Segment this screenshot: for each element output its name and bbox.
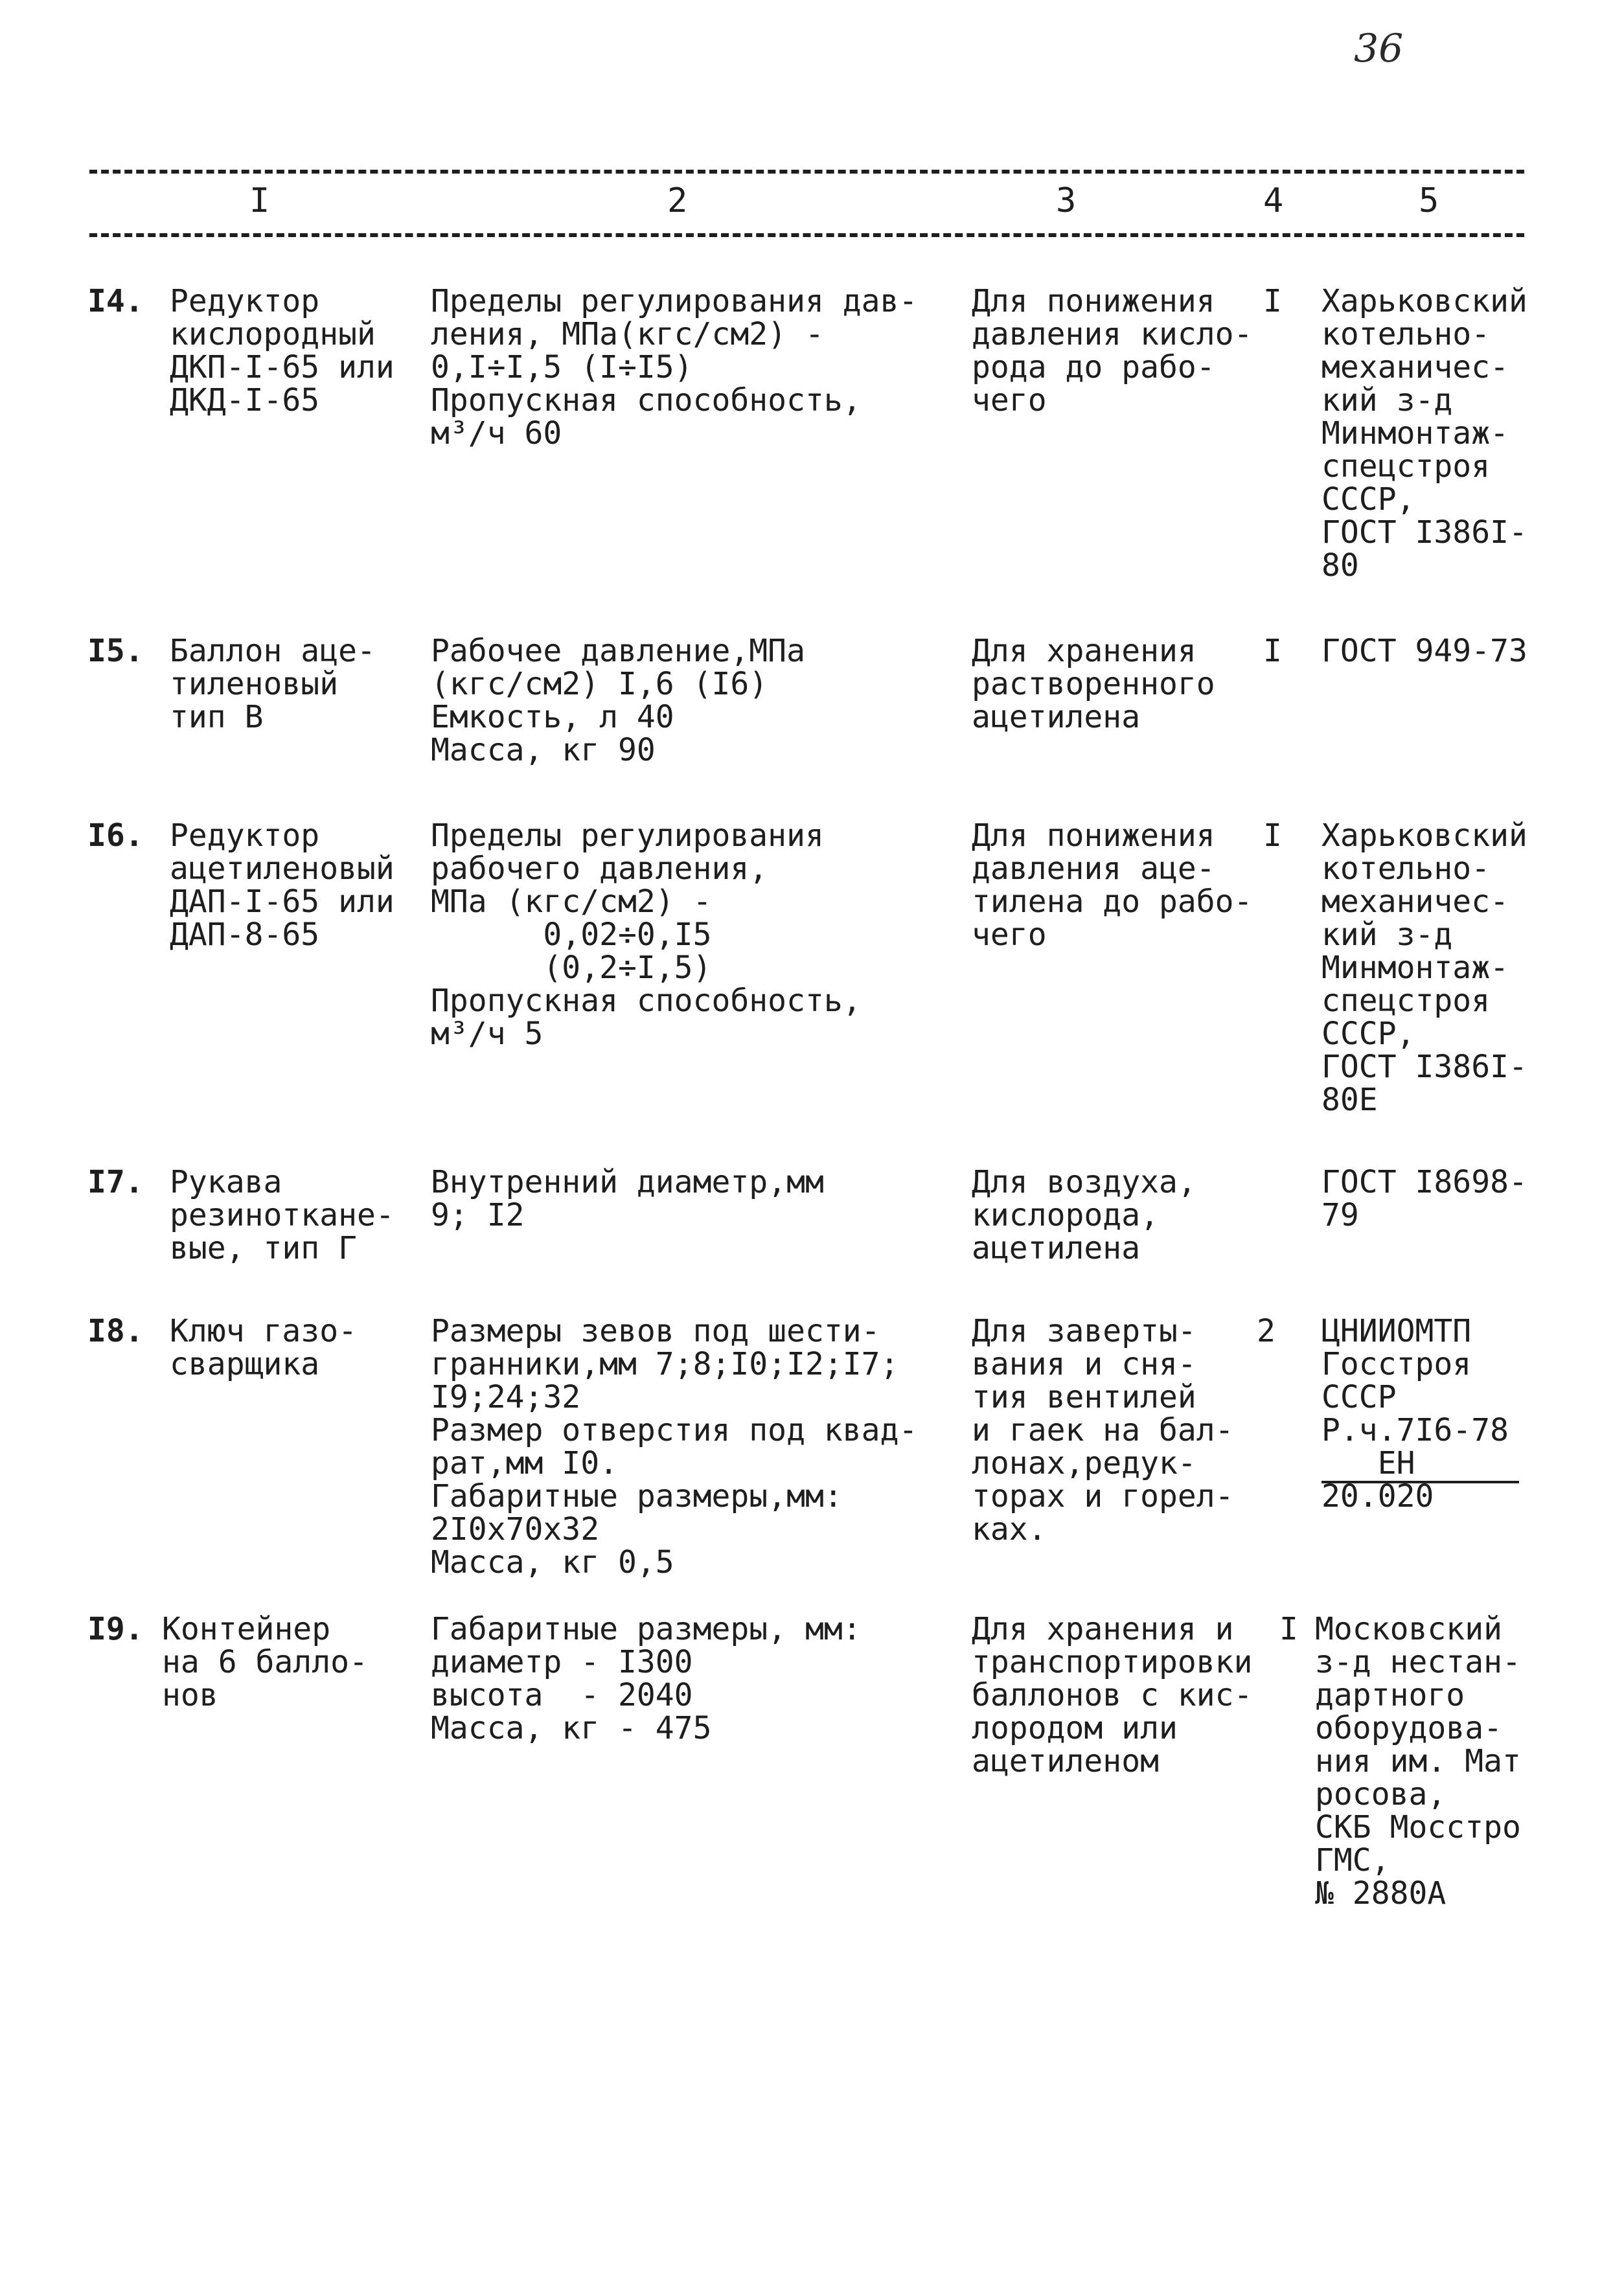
page-number: 36 [1354,26,1404,71]
row-name: Редуктор кислородный ДКП-I-65 или ДКД-I-65 [170,283,395,418]
row-qty: I [1263,633,1282,669]
row-name: Баллон аце- тиленовый тип В [170,633,376,735]
row-source: ГОСТ I8698- 79 [1321,1164,1527,1233]
fraction-rule [1321,1481,1519,1483]
row-number: I6. [87,817,144,854]
row-number: I8. [87,1313,144,1349]
row-source: ЦНИИОМТП Госстроя СССР Р.ч.7I6-78 ЕН 20.020 [1321,1313,1509,1514]
row-spec: Рабочее давление,МПа (кгс/см2) I,6 (I6) Емкость, л 40 Масса, кг 90 [431,633,805,768]
row-qty: I [1263,817,1282,854]
row-spec: Пределы регулирования рабочего давления, МПа (кгс/см2) - 0,02÷0,I5 (0,2÷I,5) Пропускная способность, м³/ч 5 [431,817,862,1052]
row-number: I5. [87,633,144,669]
row-spec: Пределы регулирования дав- ления, МПа(кгс/см2) - 0,I÷I,5 (I÷I5) Пропускная способность, м³/ч 60 [431,283,918,451]
row-purpose: Для заверты- вания и сня- тия вентилей и гаек на бал- лонах,редук- торах и горел- ках. [972,1313,1234,1547]
column-header-3: 3 [1056,181,1077,220]
row-spec: Размеры зевов под шести- гранники,мм 7;8;I0;I2;I7; I9;24;32 Размер отверстия под квад- рат,мм I0. Габаритные размеры,мм: 2I0х70х32 Масса, кг 0,5 [431,1313,918,1581]
row-purpose: Для хранения и транспортировки баллонов с кис- лородом или ацетиленом [972,1611,1253,1779]
column-header-1: I [249,181,270,220]
row-spec: Габаритные размеры, мм: диаметр - I300 высота - 2040 Масса, кг - 475 [431,1611,862,1746]
row-purpose: Для понижения давления аце- тилена до рабо- чего [972,817,1253,953]
row-purpose: Для понижения давления кисло- рода до рабо- чего [972,283,1253,418]
row-number: I4. [87,283,144,319]
row-name: Редуктор ацетиленовый ДАП-I-65 или ДАП-8-65 [170,817,395,953]
header-rule-bottom [89,233,1524,237]
row-qty: 2 [1257,1313,1275,1349]
header-rule-top [89,170,1524,174]
row-source: Московский з-д нестан- дартного оборудова- ния им. Мат росова, СКБ Мосстро ГМС, № 2880А [1315,1611,1521,1912]
row-source: ГОСТ 949-73 [1321,633,1527,669]
row-qty: I [1279,1611,1298,1647]
row-purpose: Для хранения растворенного ацетилена [972,633,1215,735]
column-header-2: 2 [667,181,688,220]
row-spec: Внутренний диаметр,мм 9; I2 [431,1164,824,1233]
row-number: I7. [87,1164,144,1200]
row-name: Ключ газо- сварщика [170,1313,357,1382]
row-source: Харьковский котельно- механичес- кий з-д Минмонтаж- спецстроя СССР, ГОСТ I386I- 80 [1321,283,1527,584]
column-header-5: 5 [1419,181,1439,220]
row-purpose: Для воздуха, кислорода, ацетилена [972,1164,1196,1266]
row-name: Рукава резинотканe- вые, тип Г [170,1164,395,1266]
column-header-4: 4 [1263,181,1284,220]
row-qty: I [1263,283,1282,319]
row-name: Контейнер на 6 балло- нов [162,1611,368,1713]
row-source: Харьковский котельно- механичес- кий з-д Минмонтаж- спецстроя СССР, ГОСТ I386I- 80Е [1321,817,1527,1118]
row-number: I9. [87,1611,144,1647]
